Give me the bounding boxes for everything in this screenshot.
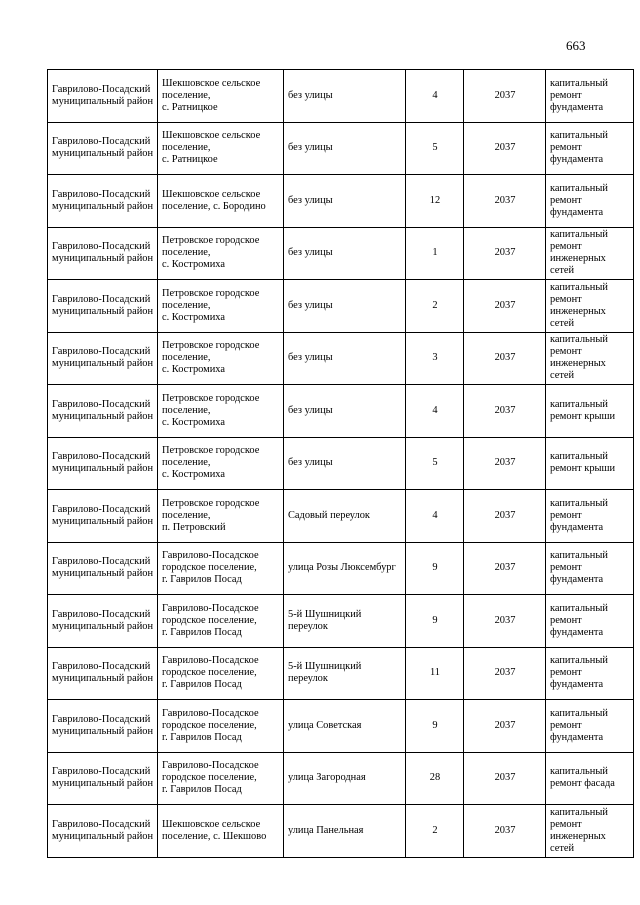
year-cell: 2037 xyxy=(464,385,546,438)
street-cell: без улицы xyxy=(284,175,406,228)
work-type-cell: капитальный ремонт фундамента xyxy=(546,647,634,700)
street-cell: без улицы xyxy=(284,227,406,280)
house-number-cell: 9 xyxy=(406,542,464,595)
table-row xyxy=(48,752,634,805)
year-cell: 2037 xyxy=(464,175,546,228)
work-type-cell: капитальный ремонт фундамента xyxy=(546,70,634,123)
street-cell: без улицы xyxy=(284,70,406,123)
settlement-cell: Шекшовское сельское поселение, с. Ратницкое xyxy=(158,122,284,175)
table-row xyxy=(48,175,634,228)
district-cell: Гаврилово-Посадский муниципальный район xyxy=(48,70,158,123)
street-cell: 5-й Шушницкий переулок xyxy=(284,647,406,700)
street-cell: улица Розы Люксембург xyxy=(284,542,406,595)
street-cell: Садовый переулок xyxy=(284,490,406,543)
page-number: 663 xyxy=(566,38,586,53)
table-body xyxy=(48,70,634,858)
table-row xyxy=(48,280,634,333)
work-type-cell: капитальный ремонт фасада xyxy=(546,752,634,805)
table-row xyxy=(48,122,634,175)
street-cell: без улицы xyxy=(284,332,406,385)
street-cell: без улицы xyxy=(284,437,406,490)
street-cell: улица Советская xyxy=(284,700,406,753)
district-cell: Гаврилово-Посадский муниципальный район xyxy=(48,595,158,648)
street-cell: улица Панельная xyxy=(284,805,406,858)
table-row xyxy=(48,805,634,858)
street-cell: без улицы xyxy=(284,280,406,333)
district-cell: Гаврилово-Посадский муниципальный район xyxy=(48,647,158,700)
settlement-cell: Петровское городское поселение, п. Петровский xyxy=(158,490,284,543)
settlement-cell: Гаврилово-Посадское городское поселение, г. Гаврилов Посад xyxy=(158,647,284,700)
district-cell: Гаврилово-Посадский муниципальный район xyxy=(48,805,158,858)
year-cell: 2037 xyxy=(464,595,546,648)
settlement-cell: Шекшовское сельское поселение, с. Ратницкое xyxy=(158,70,284,123)
table-row xyxy=(48,700,634,753)
house-number-cell: 2 xyxy=(406,280,464,333)
table-row xyxy=(48,70,634,123)
house-number-cell: 9 xyxy=(406,700,464,753)
district-cell: Гаврилово-Посадский муниципальный район xyxy=(48,490,158,543)
year-cell: 2037 xyxy=(464,70,546,123)
house-number-cell: 4 xyxy=(406,490,464,543)
district-cell: Гаврилово-Посадский муниципальный район xyxy=(48,385,158,438)
work-type-cell: капитальный ремонт инженерных сетей xyxy=(546,805,634,858)
district-cell: Гаврилово-Посадский муниципальный район xyxy=(48,122,158,175)
table-row xyxy=(48,595,634,648)
work-type-cell: капитальный ремонт фундамента xyxy=(546,175,634,228)
year-cell: 2037 xyxy=(464,647,546,700)
settlement-cell: Петровское городское поселение, с. Костромиха xyxy=(158,437,284,490)
table-row xyxy=(48,542,634,595)
work-type-cell: капитальный ремонт фундамента xyxy=(546,490,634,543)
work-type-cell: капитальный ремонт крыши xyxy=(546,437,634,490)
street-cell: без улицы xyxy=(284,385,406,438)
table-row xyxy=(48,385,634,438)
district-cell: Гаврилово-Посадский муниципальный район xyxy=(48,280,158,333)
house-number-cell: 4 xyxy=(406,385,464,438)
work-type-cell: капитальный ремонт фундамента xyxy=(546,122,634,175)
table-row xyxy=(48,647,634,700)
settlement-cell: Петровское городское поселение, с. Костромиха xyxy=(158,227,284,280)
settlement-cell: Гаврилово-Посадское городское поселение, г. Гаврилов Посад xyxy=(158,700,284,753)
year-cell: 2037 xyxy=(464,332,546,385)
year-cell: 2037 xyxy=(464,122,546,175)
work-type-cell: капитальный ремонт фундамента xyxy=(546,542,634,595)
house-number-cell: 11 xyxy=(406,647,464,700)
district-cell: Гаврилово-Посадский муниципальный район xyxy=(48,175,158,228)
table-row xyxy=(48,332,634,385)
settlement-cell: Петровское городское поселение, с. Костромиха xyxy=(158,332,284,385)
year-cell: 2037 xyxy=(464,805,546,858)
settlement-cell: Гаврилово-Посадское городское поселение, г. Гаврилов Посад xyxy=(158,752,284,805)
year-cell: 2037 xyxy=(464,280,546,333)
house-number-cell: 12 xyxy=(406,175,464,228)
house-number-cell: 1 xyxy=(406,227,464,280)
district-cell: Гаврилово-Посадский муниципальный район xyxy=(48,332,158,385)
year-cell: 2037 xyxy=(464,437,546,490)
table-row xyxy=(48,490,634,543)
settlement-cell: Шекшовское сельское поселение, с. Шекшово xyxy=(158,805,284,858)
repair-schedule-table xyxy=(47,69,634,858)
work-type-cell: капитальный ремонт инженерных сетей xyxy=(546,280,634,333)
work-type-cell: капитальный ремонт инженерных сетей xyxy=(546,332,634,385)
settlement-cell: Петровское городское поселение, с. Костромиха xyxy=(158,385,284,438)
table-row xyxy=(48,227,634,280)
house-number-cell: 4 xyxy=(406,70,464,123)
year-cell: 2037 xyxy=(464,490,546,543)
house-number-cell: 2 xyxy=(406,805,464,858)
year-cell: 2037 xyxy=(464,542,546,595)
house-number-cell: 9 xyxy=(406,595,464,648)
street-cell: без улицы xyxy=(284,122,406,175)
district-cell: Гаврилово-Посадский муниципальный район xyxy=(48,752,158,805)
table-row xyxy=(48,437,634,490)
district-cell: Гаврилово-Посадский муниципальный район xyxy=(48,437,158,490)
house-number-cell: 5 xyxy=(406,122,464,175)
year-cell: 2037 xyxy=(464,700,546,753)
settlement-cell: Гаврилово-Посадское городское поселение, г. Гаврилов Посад xyxy=(158,542,284,595)
work-type-cell: капитальный ремонт крыши xyxy=(546,385,634,438)
district-cell: Гаврилово-Посадский муниципальный район xyxy=(48,227,158,280)
house-number-cell: 5 xyxy=(406,437,464,490)
street-cell: 5-й Шушницкий переулок xyxy=(284,595,406,648)
district-cell: Гаврилово-Посадский муниципальный район xyxy=(48,542,158,595)
house-number-cell: 28 xyxy=(406,752,464,805)
street-cell: улица Загородная xyxy=(284,752,406,805)
year-cell: 2037 xyxy=(464,227,546,280)
work-type-cell: капитальный ремонт фундамента xyxy=(546,700,634,753)
settlement-cell: Петровское городское поселение, с. Костромиха xyxy=(158,280,284,333)
settlement-cell: Шекшовское сельское поселение, с. Бородино xyxy=(158,175,284,228)
year-cell: 2037 xyxy=(464,752,546,805)
work-type-cell: капитальный ремонт инженерных сетей xyxy=(546,227,634,280)
district-cell: Гаврилово-Посадский муниципальный район xyxy=(48,700,158,753)
work-type-cell: капитальный ремонт фундамента xyxy=(546,595,634,648)
settlement-cell: Гаврилово-Посадское городское поселение, г. Гаврилов Посад xyxy=(158,595,284,648)
house-number-cell: 3 xyxy=(406,332,464,385)
